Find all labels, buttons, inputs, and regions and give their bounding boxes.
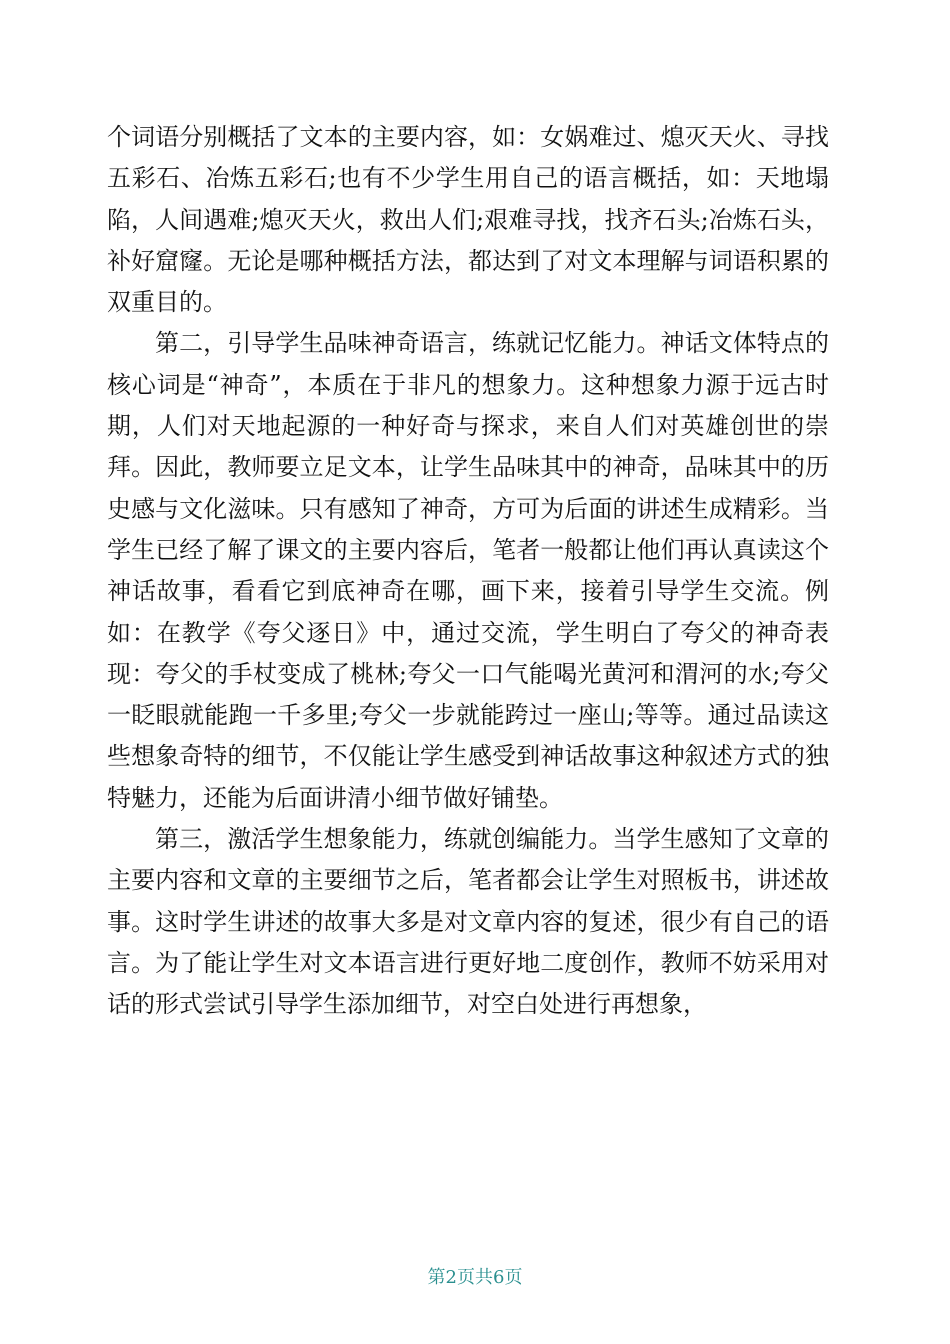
paragraph-third-point: 第三，激活学生想象能力，练就创编能力。当学生感知了文章的主要内容和文章的主要细节之后，笔者都会让学生对照板书，讲述故事。这时学生讲述的故事大多是对文章内容的复述，很少有自己的语言。为了能让学生对文本语言进行更好地二度创作，教师不妨采用对话的形式尝试引导学生添加细节，对空白处进行再想象， [107, 825, 829, 1019]
document-body [107, 117, 829, 1026]
paragraph-summary-methods: 个词语分别概括了文本的主要内容，如：女娲难过、熄灭天火、寻找五彩石、冶炼五彩石;也有不少学生用自己的语言概括，如：天地塌陷，人间遇难;熄灭天火，救出人们;艰难寻找，找齐石头;冶炼石头，补好窟窿。无论是哪种概括方法，都达到了对文本理解与词语积累的双重目的。 [107, 123, 829, 317]
page-number-footer: 第2页共6页 [427, 1267, 523, 1288]
paragraph-second-point: 第二，引导学生品味神奇语言，练就记忆能力。神话文体特点的核心词是“神奇”，本质在于非凡的想象力。这种想象力源于远古时期，人们对天地起源的一种好奇与探求，来自人们对英雄创世的崇拜。因此，教师要立足文本，让学生品味其中的神奇，品味其中的历史感与文化滋味。只有感知了神奇，方可为后面的讲述生成精彩。当学生已经了解了课文的主要内容后，笔者一般都让他们再认真读这个神话故事，看看它到底神奇在哪，画下来，接着引导学生交流。例如：在教学《夸父逐日》中，通过交流，学生明白了夸父的神奇表现：夸父的手杖变成了桃林;夸父一口气能喝光黄河和渭河的水;夸父一眨眼就能跑一千多里;夸父一步就能跨过一座山;等等。通过品读这些想象奇特的细节，不仅能让学生感受到神话故事这种叙述方式的独特魅力，还能为后面讲清小细节做好铺垫。 [107, 329, 829, 812]
